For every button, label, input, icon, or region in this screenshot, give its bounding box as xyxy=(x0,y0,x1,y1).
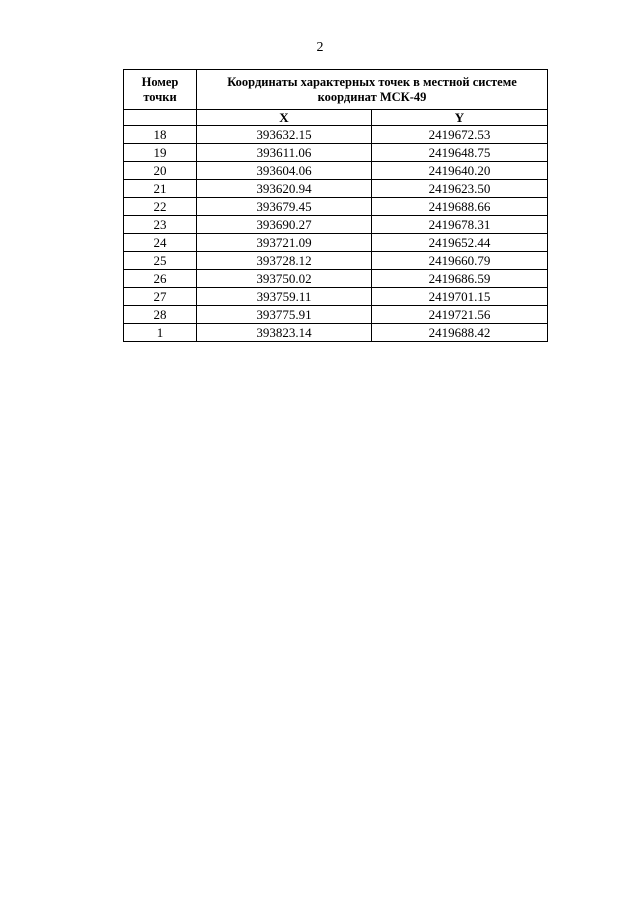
point-number-cell: 28 xyxy=(124,306,197,324)
x-coordinate-cell: 393632.15 xyxy=(197,126,372,144)
table-header xyxy=(124,70,548,126)
y-coordinate-cell: 2419648.75 xyxy=(372,144,548,162)
point-number-cell: 27 xyxy=(124,288,197,306)
y-coordinate-cell: 2419688.66 xyxy=(372,198,548,216)
y-coordinate-cell: 2419640.20 xyxy=(372,162,548,180)
y-coordinate-cell: 2419660.79 xyxy=(372,252,548,270)
point-number-cell: 19 xyxy=(124,144,197,162)
point-number-cell: 24 xyxy=(124,234,197,252)
page-number: 2 xyxy=(316,40,324,55)
x-coordinate-cell: 393823.14 xyxy=(197,324,372,342)
y-coordinate-cell: 2419686.59 xyxy=(372,270,548,288)
y-coordinate-cell: 2419672.53 xyxy=(372,126,548,144)
header-row-axes xyxy=(124,110,548,126)
y-coordinate-cell: 2419701.15 xyxy=(372,288,548,306)
header-point-number-line1: Номер xyxy=(141,74,179,89)
point-number-cell: 22 xyxy=(124,198,197,216)
point-number-cell: 25 xyxy=(124,252,197,270)
point-number-cell: 21 xyxy=(124,180,197,198)
header-point-number xyxy=(124,70,197,110)
table-row xyxy=(124,180,548,198)
y-coordinate-cell: 2419678.31 xyxy=(372,216,548,234)
header-point-number-line2: точки xyxy=(143,89,177,104)
table-row xyxy=(124,144,548,162)
header-empty-cell xyxy=(124,110,197,126)
x-coordinate-cell: 393679.45 xyxy=(197,198,372,216)
table-row xyxy=(124,252,548,270)
x-coordinate-cell: 393604.06 xyxy=(197,162,372,180)
point-number-cell: 1 xyxy=(124,324,197,342)
table-row xyxy=(124,126,548,144)
table-row xyxy=(124,324,548,342)
table-row xyxy=(124,288,548,306)
x-coordinate-cell: 393690.27 xyxy=(197,216,372,234)
point-number-cell: 26 xyxy=(124,270,197,288)
header-x: X xyxy=(197,110,372,126)
y-coordinate-cell: 2419688.42 xyxy=(372,324,548,342)
coordinates-table xyxy=(123,69,548,342)
y-coordinate-cell: 2419721.56 xyxy=(372,306,548,324)
header-coordinates-title-line1: Координаты характерных точек в местной системе xyxy=(227,74,517,89)
x-coordinate-cell: 393728.12 xyxy=(197,252,372,270)
table-row xyxy=(124,306,548,324)
x-coordinate-cell: 393759.11 xyxy=(197,288,372,306)
table-row xyxy=(124,234,548,252)
point-number-cell: 18 xyxy=(124,126,197,144)
header-coordinates-title xyxy=(197,70,548,110)
table-row xyxy=(124,216,548,234)
table-row xyxy=(124,162,548,180)
x-coordinate-cell: 393620.94 xyxy=(197,180,372,198)
x-coordinate-cell: 393611.06 xyxy=(197,144,372,162)
point-number-cell: 23 xyxy=(124,216,197,234)
x-coordinate-cell: 393721.09 xyxy=(197,234,372,252)
header-coordinates-title-line2: координат МСК-49 xyxy=(317,89,427,104)
y-coordinate-cell: 2419623.50 xyxy=(372,180,548,198)
header-row-main xyxy=(124,70,548,110)
point-number-cell: 20 xyxy=(124,162,197,180)
table-row xyxy=(124,270,548,288)
table-row xyxy=(124,198,548,216)
x-coordinate-cell: 393775.91 xyxy=(197,306,372,324)
x-coordinate-cell: 393750.02 xyxy=(197,270,372,288)
header-y: Y xyxy=(372,110,548,126)
y-coordinate-cell: 2419652.44 xyxy=(372,234,548,252)
table-body xyxy=(124,126,548,342)
